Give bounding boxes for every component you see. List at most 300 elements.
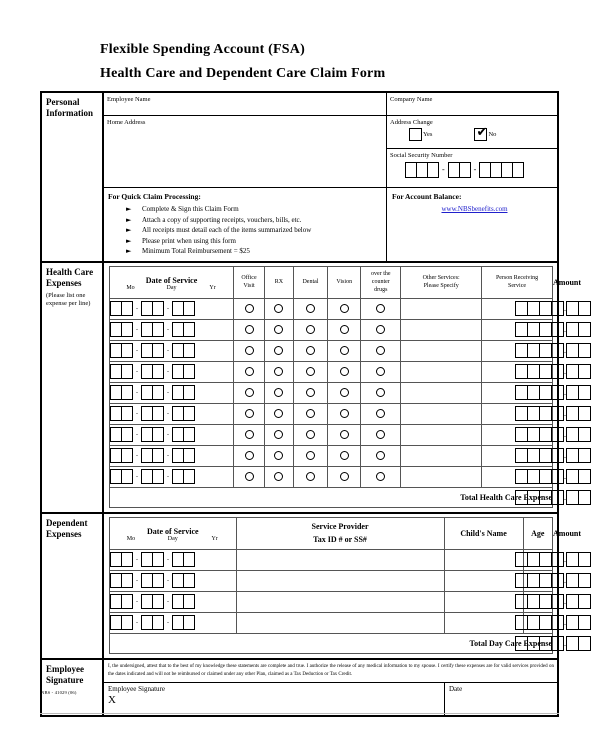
- amount-cents[interactable]: [566, 615, 591, 630]
- rx-radio-cell[interactable]: [265, 382, 294, 403]
- quick-claim-list: [108, 204, 386, 257]
- date-month-boxes[interactable]: [110, 364, 133, 379]
- otc-drugs-radio-cell[interactable]: [361, 445, 401, 466]
- service-provider-cell[interactable]: [236, 549, 444, 570]
- address-change-field: [387, 116, 557, 149]
- dental-radio-cell[interactable]: [293, 382, 327, 403]
- other-services-cell[interactable]: [401, 319, 482, 340]
- date-month-boxes[interactable]: [110, 406, 133, 421]
- employee-signature-label: Employee Signature: [108, 684, 165, 693]
- date-separator: -: [167, 619, 169, 626]
- dental-radio[interactable]: [306, 346, 315, 355]
- otc-drugs-radio[interactable]: [376, 451, 385, 460]
- total-amount-dollars[interactable]: [515, 490, 564, 505]
- service-provider-cell[interactable]: [236, 591, 444, 612]
- other-services-cell[interactable]: [401, 424, 482, 445]
- otc-drugs-radio[interactable]: [376, 409, 385, 418]
- dental-radio[interactable]: [306, 388, 315, 397]
- decimal-point: .: [564, 325, 566, 334]
- office-visit-radio-cell[interactable]: [234, 382, 265, 403]
- employee-signature-field[interactable]: [104, 683, 445, 715]
- date-day-boxes[interactable]: [141, 573, 164, 588]
- address-change-no-checkbox[interactable]: [474, 125, 488, 141]
- otc-drugs-radio-cell[interactable]: [361, 466, 401, 487]
- vision-radio[interactable]: [340, 388, 349, 397]
- page-bottom-rule: [40, 713, 559, 714]
- date-year-boxes[interactable]: [172, 552, 195, 567]
- signature-x-marker: X: [108, 693, 116, 706]
- office-visit-radio[interactable]: [245, 325, 254, 334]
- section-health-care-expenses: [42, 263, 582, 514]
- rx-radio[interactable]: [274, 367, 283, 376]
- rx-radio[interactable]: [274, 430, 283, 439]
- date-label: Date: [449, 684, 463, 693]
- decimal-point: .: [564, 492, 566, 502]
- date-month-boxes[interactable]: [110, 573, 133, 588]
- date-of-service-cell[interactable]: [110, 549, 237, 570]
- date-year-boxes[interactable]: [172, 364, 195, 379]
- section-dependent-expenses: [42, 514, 582, 660]
- decimal-point: .: [564, 597, 566, 606]
- section-note-line1: (Please list one: [46, 291, 86, 299]
- office-visit-radio[interactable]: [245, 451, 254, 460]
- account-balance-heading: For Account Balance:: [392, 192, 462, 201]
- rx-radio-cell[interactable]: [265, 466, 294, 487]
- amount-dollars[interactable]: [515, 573, 564, 588]
- vision-radio-cell[interactable]: [328, 403, 361, 424]
- date-day-boxes[interactable]: [141, 364, 164, 379]
- decimal-point: .: [564, 618, 566, 627]
- date-of-service-cell[interactable]: [110, 424, 234, 445]
- quick-claim-item-text: Please print when using this form: [142, 236, 236, 245]
- date-month-boxes[interactable]: [110, 427, 133, 442]
- header-date-of-service: [110, 266, 234, 298]
- otc-drugs-radio[interactable]: [376, 367, 385, 376]
- rx-radio[interactable]: [274, 409, 283, 418]
- dental-radio-cell[interactable]: [293, 424, 327, 445]
- dental-radio[interactable]: [306, 325, 315, 334]
- amount-dollars[interactable]: [515, 615, 564, 630]
- amount-cents[interactable]: [566, 552, 591, 567]
- section-label-line2: Signature: [46, 674, 84, 685]
- vision-radio-cell[interactable]: [328, 319, 361, 340]
- table-row: [110, 298, 553, 319]
- vision-radio-cell[interactable]: [328, 361, 361, 382]
- date-day-boxes[interactable]: [141, 469, 164, 484]
- vision-radio-cell[interactable]: [328, 382, 361, 403]
- health-care-body: [104, 263, 582, 512]
- other-services-cell[interactable]: [401, 445, 482, 466]
- ssn-group-3[interactable]: [479, 162, 524, 178]
- header-otc-line2: counter: [371, 279, 390, 285]
- date-year-boxes[interactable]: [172, 448, 195, 463]
- dental-radio[interactable]: [306, 430, 315, 439]
- vision-radio-cell[interactable]: [328, 298, 361, 319]
- other-services-cell[interactable]: [401, 298, 482, 319]
- company-name-label: Company Name: [390, 96, 433, 103]
- table-row: [110, 424, 553, 445]
- amount-cents[interactable]: [566, 594, 591, 609]
- rx-radio-cell[interactable]: [265, 340, 294, 361]
- date-day-boxes[interactable]: [141, 343, 164, 358]
- office-visit-radio-cell[interactable]: [234, 403, 265, 424]
- date-year-boxes[interactable]: [172, 385, 195, 400]
- total-amount-cents[interactable]: [566, 636, 591, 651]
- date-month-boxes[interactable]: [110, 385, 133, 400]
- decimal-point: .: [564, 576, 566, 585]
- amount-cents[interactable]: [566, 469, 591, 484]
- amount-cents[interactable]: [566, 573, 591, 588]
- quick-claim-item-text: All receipts must detail each of the items summarized below: [142, 226, 312, 234]
- vision-radio[interactable]: [340, 304, 349, 313]
- date-month-boxes[interactable]: [110, 322, 133, 337]
- amount-dollars[interactable]: [515, 552, 564, 567]
- date-separator: -: [167, 305, 169, 312]
- decimal-point: .: [564, 472, 566, 481]
- other-services-cell[interactable]: [401, 382, 482, 403]
- date-separator: -: [167, 577, 169, 584]
- date-day-boxes[interactable]: [141, 615, 164, 630]
- ssn-group-2[interactable]: [448, 162, 471, 178]
- amount-dollars[interactable]: [515, 343, 564, 358]
- vision-radio[interactable]: [340, 346, 349, 355]
- rx-radio-cell[interactable]: [265, 403, 294, 424]
- employee-name-field[interactable]: [104, 93, 386, 116]
- header-person-line2: Service: [508, 283, 527, 289]
- employee-name-label: Employee Name: [107, 96, 151, 103]
- ssn-field: [387, 149, 557, 187]
- service-provider-cell[interactable]: [236, 570, 444, 591]
- date-of-service-cell[interactable]: [110, 382, 234, 403]
- section-label-line1: Dependent: [46, 517, 88, 528]
- office-visit-radio[interactable]: [245, 430, 254, 439]
- decimal-point: .: [564, 430, 566, 439]
- health-care-total-row: [110, 487, 553, 507]
- header-office-visit: [234, 266, 265, 298]
- amount-dollars[interactable]: [515, 406, 564, 421]
- rx-radio-cell[interactable]: [265, 298, 294, 319]
- address-change-yes-checkbox[interactable]: [409, 128, 422, 141]
- amount-dollars[interactable]: [515, 364, 564, 379]
- form-title-block: [0, 0, 600, 84]
- dental-radio-cell[interactable]: [293, 403, 327, 424]
- ssn-label: Social Security Number: [390, 152, 453, 159]
- health-care-table-wrap: [104, 263, 582, 512]
- date-year-boxes[interactable]: [172, 594, 195, 609]
- vision-radio[interactable]: [340, 409, 349, 418]
- dental-radio-cell[interactable]: [293, 445, 327, 466]
- date-of-service-cell[interactable]: [110, 570, 237, 591]
- date-month-boxes[interactable]: [110, 552, 133, 567]
- vision-radio-cell[interactable]: [328, 466, 361, 487]
- amount-cents[interactable]: [566, 427, 591, 442]
- office-visit-radio[interactable]: [245, 388, 254, 397]
- amount-dollars[interactable]: [515, 469, 564, 484]
- other-services-cell[interactable]: [401, 361, 482, 382]
- health-care-table-header: Date of Service Mo Day Yr Office Visit RX Dental Vision over the counter drugs Other Services: Please Specify Person Receiving Service Amount: [110, 266, 553, 298]
- date-separator: -: [167, 473, 169, 480]
- child-name-cell[interactable]: [444, 570, 523, 591]
- ssn-input-boxes[interactable]: [405, 162, 524, 178]
- attestation-text: I, the undersigned, attest that to the best of my knowledge these statements are complete and true. I authorize the release of any medical information to my spouse. I certify these expenses are for valid services provided on the dates indicated and will not be reimbursed or claimed under any other Plan, claimed as a Tax Deduction or Tax Credit.: [104, 660, 557, 683]
- vision-radio[interactable]: [340, 451, 349, 460]
- section-personal-information: [42, 93, 557, 263]
- date-subheader-day: Day: [167, 536, 178, 542]
- otc-drugs-radio[interactable]: [376, 430, 385, 439]
- dental-radio-cell[interactable]: [293, 361, 327, 382]
- otc-drugs-radio-cell[interactable]: [361, 382, 401, 403]
- otc-drugs-radio[interactable]: [376, 388, 385, 397]
- date-day-boxes[interactable]: [141, 385, 164, 400]
- page-title: Flexible Spending Account (FSA): [100, 42, 305, 57]
- list-item: [108, 246, 386, 257]
- header-dental: [293, 266, 327, 298]
- date-of-service-cell[interactable]: [110, 403, 234, 424]
- dependent-care-table-header: Date of Service Mo Day Yr Service Provider Tax ID # or SS# Child's Name Age Amount: [110, 517, 553, 549]
- amount-dollars[interactable]: [515, 448, 564, 463]
- date-day-boxes[interactable]: [141, 427, 164, 442]
- date-separator: -: [136, 619, 138, 626]
- other-services-cell[interactable]: [401, 466, 482, 487]
- office-visit-radio[interactable]: [245, 472, 254, 481]
- decimal-point: .: [564, 451, 566, 460]
- rx-radio[interactable]: [274, 325, 283, 334]
- otc-drugs-radio[interactable]: [376, 325, 385, 334]
- service-provider-cell[interactable]: [236, 612, 444, 633]
- date-month-boxes[interactable]: [110, 448, 133, 463]
- signature-date-field[interactable]: [445, 683, 557, 715]
- vision-radio-cell[interactable]: [328, 340, 361, 361]
- date-day-boxes[interactable]: [141, 552, 164, 567]
- date-of-service-cell[interactable]: [110, 445, 234, 466]
- date-year-boxes[interactable]: [172, 343, 195, 358]
- date-separator: -: [136, 577, 138, 584]
- total-amount-dollars[interactable]: [515, 636, 564, 651]
- section-label-personal-information: [42, 93, 104, 261]
- dental-radio[interactable]: [306, 451, 315, 460]
- personal-information-body: [104, 93, 557, 261]
- amount-dollars[interactable]: [515, 594, 564, 609]
- child-name-cell[interactable]: [444, 591, 523, 612]
- otc-drugs-radio[interactable]: [376, 472, 385, 481]
- decimal-point: .: [564, 304, 566, 313]
- form-body: [40, 91, 582, 717]
- table-row: [110, 570, 553, 591]
- amount-cents[interactable]: [566, 448, 591, 463]
- rx-radio-cell[interactable]: [265, 319, 294, 340]
- date-year-boxes[interactable]: [172, 406, 195, 421]
- section-label-line2: Expenses: [46, 277, 82, 288]
- employee-signature-body: [104, 660, 557, 715]
- date-year-boxes[interactable]: [172, 427, 195, 442]
- date-separator: -: [136, 368, 138, 375]
- total-health-care-label: Total Health Care Expense: [110, 487, 553, 507]
- account-balance-link[interactable]: www.NBSbenefits.com: [441, 205, 508, 213]
- health-care-expenses-table: [109, 266, 582, 508]
- date-separator: -: [136, 431, 138, 438]
- amount-cents[interactable]: [566, 385, 591, 400]
- vision-radio[interactable]: [340, 472, 349, 481]
- home-address-field[interactable]: [104, 116, 386, 187]
- child-name-cell[interactable]: [444, 549, 523, 570]
- office-visit-radio-cell[interactable]: [234, 466, 265, 487]
- otc-drugs-radio[interactable]: [376, 346, 385, 355]
- date-of-service-label: Date of Service: [145, 276, 198, 285]
- section-label-line2: Information: [46, 108, 93, 118]
- amount-dollars[interactable]: [515, 385, 564, 400]
- vision-radio-cell[interactable]: [328, 424, 361, 445]
- date-separator: -: [136, 347, 138, 354]
- dental-radio-cell[interactable]: [293, 466, 327, 487]
- company-name-field[interactable]: [387, 93, 557, 116]
- office-visit-radio-cell[interactable]: [234, 298, 265, 319]
- amount-cents[interactable]: [566, 322, 591, 337]
- office-visit-radio-cell[interactable]: [234, 319, 265, 340]
- vision-radio[interactable]: [340, 430, 349, 439]
- date-separator: -: [136, 305, 138, 312]
- table-row: [110, 612, 553, 633]
- amount-cents[interactable]: [566, 406, 591, 421]
- otc-drugs-radio-cell[interactable]: [361, 340, 401, 361]
- dental-radio-cell[interactable]: [293, 298, 327, 319]
- ssn-group-1[interactable]: [405, 162, 439, 178]
- amount-cents[interactable]: [566, 301, 591, 316]
- date-year-boxes[interactable]: [172, 469, 195, 484]
- section-label-line1: Health Care: [46, 266, 94, 277]
- header-age-label: Age: [531, 528, 545, 538]
- dental-radio-cell[interactable]: [293, 340, 327, 361]
- office-visit-radio[interactable]: [245, 346, 254, 355]
- header-child-name-label: Child's Name: [460, 528, 507, 538]
- otc-drugs-radio-cell[interactable]: [361, 298, 401, 319]
- date-of-service-cell[interactable]: [110, 361, 234, 382]
- table-row: [110, 382, 553, 403]
- date-year-boxes[interactable]: [172, 573, 195, 588]
- rx-radio[interactable]: [274, 451, 283, 460]
- table-row: [110, 591, 553, 612]
- dental-radio[interactable]: [306, 304, 315, 313]
- rx-radio[interactable]: [274, 346, 283, 355]
- date-separator: -: [136, 389, 138, 396]
- otc-drugs-radio-cell[interactable]: [361, 361, 401, 382]
- decimal-point: .: [564, 388, 566, 397]
- header-rx-label: RX: [274, 279, 284, 285]
- office-visit-radio-cell[interactable]: [234, 340, 265, 361]
- date-of-service-cell[interactable]: [110, 591, 237, 612]
- date-of-service-cell[interactable]: [110, 298, 234, 319]
- checkmark-icon: ✔: [476, 125, 488, 140]
- quick-claim-item-text: Attach a copy of supporting receipts, vouchers, bills, etc.: [142, 215, 302, 224]
- health-care-rows: [110, 298, 566, 487]
- office-visit-radio-cell[interactable]: [234, 361, 265, 382]
- dental-radio[interactable]: [306, 472, 315, 481]
- date-separator: -: [167, 347, 169, 354]
- date-separator: -: [136, 410, 138, 417]
- date-year-boxes[interactable]: [172, 615, 195, 630]
- vision-radio[interactable]: [340, 325, 349, 334]
- date-day-boxes[interactable]: [141, 448, 164, 463]
- date-separator: -: [167, 410, 169, 417]
- header-vision-label: Vision: [336, 279, 353, 285]
- dependent-care-table-wrap: [104, 514, 582, 658]
- date-month-boxes[interactable]: [110, 343, 133, 358]
- office-visit-radio[interactable]: [245, 304, 254, 313]
- other-services-cell[interactable]: [401, 340, 482, 361]
- date-of-service-cell[interactable]: [110, 466, 234, 487]
- list-item: [108, 215, 386, 226]
- amount-dollars[interactable]: [515, 301, 564, 316]
- rx-radio[interactable]: [274, 472, 283, 481]
- other-services-cell[interactable]: [401, 403, 482, 424]
- date-day-boxes[interactable]: [141, 594, 164, 609]
- amount-cents[interactable]: [566, 364, 591, 379]
- quick-claim-instructions: [104, 188, 387, 261]
- rx-radio[interactable]: [274, 304, 283, 313]
- date-separator: -: [167, 556, 169, 563]
- arrow-right-icon: ►: [126, 226, 132, 234]
- header-child-name: [444, 517, 523, 549]
- total-amount-cents[interactable]: [566, 490, 591, 505]
- date-of-service-cell[interactable]: [110, 319, 234, 340]
- quick-claim-item-text: Complete & Sign this Claim Form: [142, 205, 239, 213]
- vision-radio[interactable]: [340, 367, 349, 376]
- amount-dollars[interactable]: [515, 322, 564, 337]
- section-note-line2: expense per line): [46, 299, 91, 307]
- table-row: [110, 466, 553, 487]
- date-of-service-cell[interactable]: [110, 612, 237, 633]
- date-year-boxes[interactable]: [172, 301, 195, 316]
- dental-radio[interactable]: [306, 409, 315, 418]
- dependent-care-expenses-table: [109, 517, 582, 654]
- office-visit-radio-cell[interactable]: [234, 445, 265, 466]
- otc-drugs-radio-cell[interactable]: [361, 424, 401, 445]
- table-row: [110, 403, 553, 424]
- child-name-cell[interactable]: [444, 612, 523, 633]
- date-day-boxes[interactable]: [141, 301, 164, 316]
- rx-radio[interactable]: [274, 388, 283, 397]
- dental-radio[interactable]: [306, 367, 315, 376]
- rx-radio-cell[interactable]: [265, 424, 294, 445]
- quick-claim-processing: [104, 187, 557, 261]
- rx-radio-cell[interactable]: [265, 361, 294, 382]
- date-separator: -: [136, 473, 138, 480]
- amount-cents[interactable]: [566, 343, 591, 358]
- office-visit-radio[interactable]: [245, 409, 254, 418]
- otc-drugs-radio[interactable]: [376, 304, 385, 313]
- date-subheader-mo: Mo: [126, 285, 135, 291]
- date-month-boxes[interactable]: [110, 615, 133, 630]
- date-month-boxes[interactable]: [110, 594, 133, 609]
- vision-radio-cell[interactable]: [328, 445, 361, 466]
- dental-radio-cell[interactable]: [293, 319, 327, 340]
- date-month-boxes[interactable]: [110, 469, 133, 484]
- date-month-boxes[interactable]: [110, 301, 133, 316]
- arrow-right-icon: ►: [126, 247, 132, 255]
- office-visit-radio-cell[interactable]: [234, 424, 265, 445]
- otc-drugs-radio-cell[interactable]: [361, 403, 401, 424]
- date-day-boxes[interactable]: [141, 322, 164, 337]
- date-year-boxes[interactable]: [172, 322, 195, 337]
- date-day-boxes[interactable]: [141, 406, 164, 421]
- date-of-service-cell[interactable]: [110, 340, 234, 361]
- amount-dollars[interactable]: [515, 427, 564, 442]
- date-separator: -: [136, 326, 138, 333]
- decimal-point: .: [564, 367, 566, 376]
- section-employee-signature: [42, 660, 557, 717]
- office-visit-radio[interactable]: [245, 367, 254, 376]
- otc-drugs-radio-cell[interactable]: [361, 319, 401, 340]
- rx-radio-cell[interactable]: [265, 445, 294, 466]
